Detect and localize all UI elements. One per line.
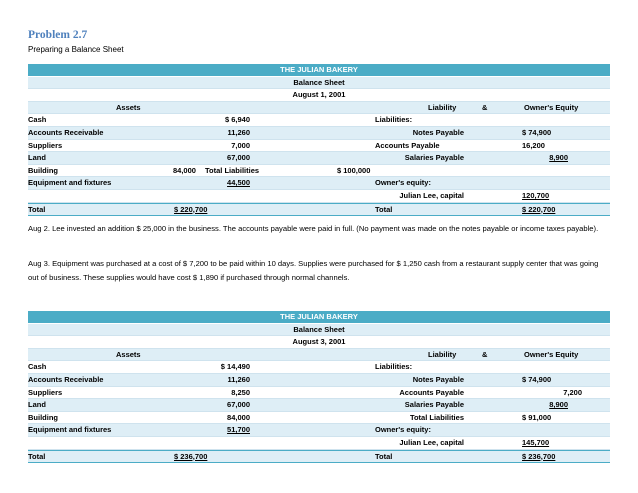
sheet-company: THE JULIAN BAKERY — [280, 312, 358, 321]
liability-header: Liability — [428, 349, 457, 359]
liability-header: Liability — [428, 102, 457, 112]
asset-label: Equipment and fixtures — [28, 178, 112, 188]
asset-label: Building — [28, 165, 58, 175]
sheet-title: Balance Sheet — [293, 324, 345, 334]
asset-value: $ 14,490 — [220, 362, 250, 372]
table-row — [28, 424, 610, 437]
asset-label: Equipment and fixtures — [28, 425, 112, 435]
sheet-title: Balance Sheet — [293, 77, 345, 87]
asset-value: $ 6,940 — [224, 115, 250, 125]
asset-value: 44,500 — [227, 178, 250, 188]
sheet-title-row — [28, 324, 610, 337]
capital-value: 145,700 — [522, 437, 550, 447]
liability-label: Liabilities: — [375, 362, 413, 372]
total-right-label: Total — [375, 204, 393, 214]
balance-sheet-aug-1 — [28, 64, 610, 216]
sheet-title-row — [28, 77, 610, 90]
sheet-date-row — [28, 89, 610, 102]
sheet-date: August 1, 2001 — [292, 90, 346, 100]
asset-value: 67,000 — [227, 153, 250, 163]
asset-label: Accounts Receivable — [28, 374, 104, 384]
total-assets-label: Total — [28, 204, 46, 214]
sheet-company-row — [28, 311, 610, 324]
table-row — [28, 165, 610, 178]
capital-label: Julian Lee, capital — [399, 190, 464, 200]
liability-label: Accounts Payable — [399, 387, 464, 397]
liability-label: Salaries Payable — [404, 153, 464, 163]
liability-label: Salaries Payable — [404, 400, 464, 410]
problem-title: Problem 2.7 — [28, 29, 88, 41]
equity-header: Owner's Equity — [524, 349, 579, 359]
asset-label: Building — [28, 412, 58, 422]
asset-value: 8,250 — [231, 387, 250, 397]
balance-sheet-aug-3 — [28, 311, 610, 463]
table-row — [28, 387, 610, 400]
table-row — [28, 190, 610, 203]
table-row — [28, 412, 610, 425]
asset-label: Cash — [28, 362, 47, 372]
problem-subtitle: Preparing a Balance Sheet — [28, 45, 124, 54]
table-row — [28, 140, 610, 153]
equity-label: Owner's equity: — [375, 178, 431, 188]
asset-value: 51,700 — [227, 425, 250, 435]
asset-value: 11,260 — [227, 127, 250, 137]
total-liabilities-label: Total Liabilities — [409, 412, 464, 422]
total-liabilities-label: Total Liabilities — [205, 165, 260, 175]
liability-label: Accounts Payable — [375, 140, 440, 150]
asset-value: 11,260 — [227, 374, 250, 384]
asset-label: Land — [28, 400, 46, 410]
asset-label: Land — [28, 153, 46, 163]
asset-label: Accounts Receivable — [28, 127, 104, 137]
asset-value: 7,000 — [231, 140, 250, 150]
total-right-value: $ 220,700 — [522, 204, 556, 214]
total-liabilities-value: $ 100,000 — [337, 165, 371, 175]
liability-label: Notes Payable — [412, 374, 464, 384]
liability-value: 8,900 — [549, 153, 568, 163]
equity-label: Owner's equity: — [375, 425, 431, 435]
amp-header: & — [482, 102, 488, 112]
liability-value: 7,200 — [563, 387, 582, 397]
asset-label: Suppliers — [28, 387, 63, 397]
sheet-company: THE JULIAN BAKERY — [280, 65, 358, 74]
asset-value: 84,000 — [173, 165, 196, 175]
sheet-date: August 3, 2001 — [292, 337, 346, 347]
liability-value: 8,900 — [549, 400, 568, 410]
total-assets-value: $ 236,700 — [174, 451, 208, 461]
sheet-header-row — [28, 102, 610, 115]
paragraph-aug-2: Aug 2. Lee invested an addition $ 25,000 in the business. The accounts payable were paid in full. (No payment was made on the notes payable or income taxes payable). — [28, 224, 599, 233]
table-row-total — [28, 450, 610, 464]
liability-label: Liabilities: — [375, 115, 413, 125]
asset-value: 67,000 — [227, 400, 250, 410]
capital-value: 120,700 — [522, 190, 550, 200]
table-row — [28, 152, 610, 165]
asset-label: Cash — [28, 115, 47, 125]
table-row — [28, 177, 610, 190]
sheet-date-row — [28, 336, 610, 349]
liability-value: $ 74,900 — [522, 127, 552, 137]
equity-header: Owner's Equity — [524, 102, 579, 112]
table-row — [28, 374, 610, 387]
liability-value: $ 74,900 — [522, 374, 552, 384]
total-right-label: Total — [375, 451, 393, 461]
sheet-header-row — [28, 349, 610, 362]
sheet-company-row — [28, 64, 610, 77]
paragraph-aug-3: Aug 3. Equipment was purchased at a cost of $ 7,200 to be paid within 10 days. Supplies were purchased for $ 1,250 cash from a restaurant supply center that was going out of business. These supplies would have cost $ 1,890 if purchased through normal channels. — [28, 259, 599, 282]
liability-value: 16,200 — [522, 140, 545, 150]
total-assets-value: $ 220,700 — [174, 204, 208, 214]
table-row — [28, 127, 610, 140]
liability-label: Notes Payable — [412, 127, 464, 137]
amp-header: & — [482, 349, 488, 359]
asset-value: 84,000 — [227, 412, 250, 422]
asset-label: Suppliers — [28, 140, 63, 150]
total-assets-label: Total — [28, 451, 46, 461]
table-row — [28, 399, 610, 412]
assets-header: Assets — [116, 349, 141, 359]
table-row — [28, 437, 610, 450]
table-row — [28, 361, 610, 374]
assets-header: Assets — [116, 102, 141, 112]
table-row-total — [28, 203, 610, 217]
capital-label: Julian Lee, capital — [399, 437, 464, 447]
table-row — [28, 114, 610, 127]
total-right-value: $ 236,700 — [522, 451, 556, 461]
total-liabilities-value: $ 91,000 — [522, 412, 552, 422]
